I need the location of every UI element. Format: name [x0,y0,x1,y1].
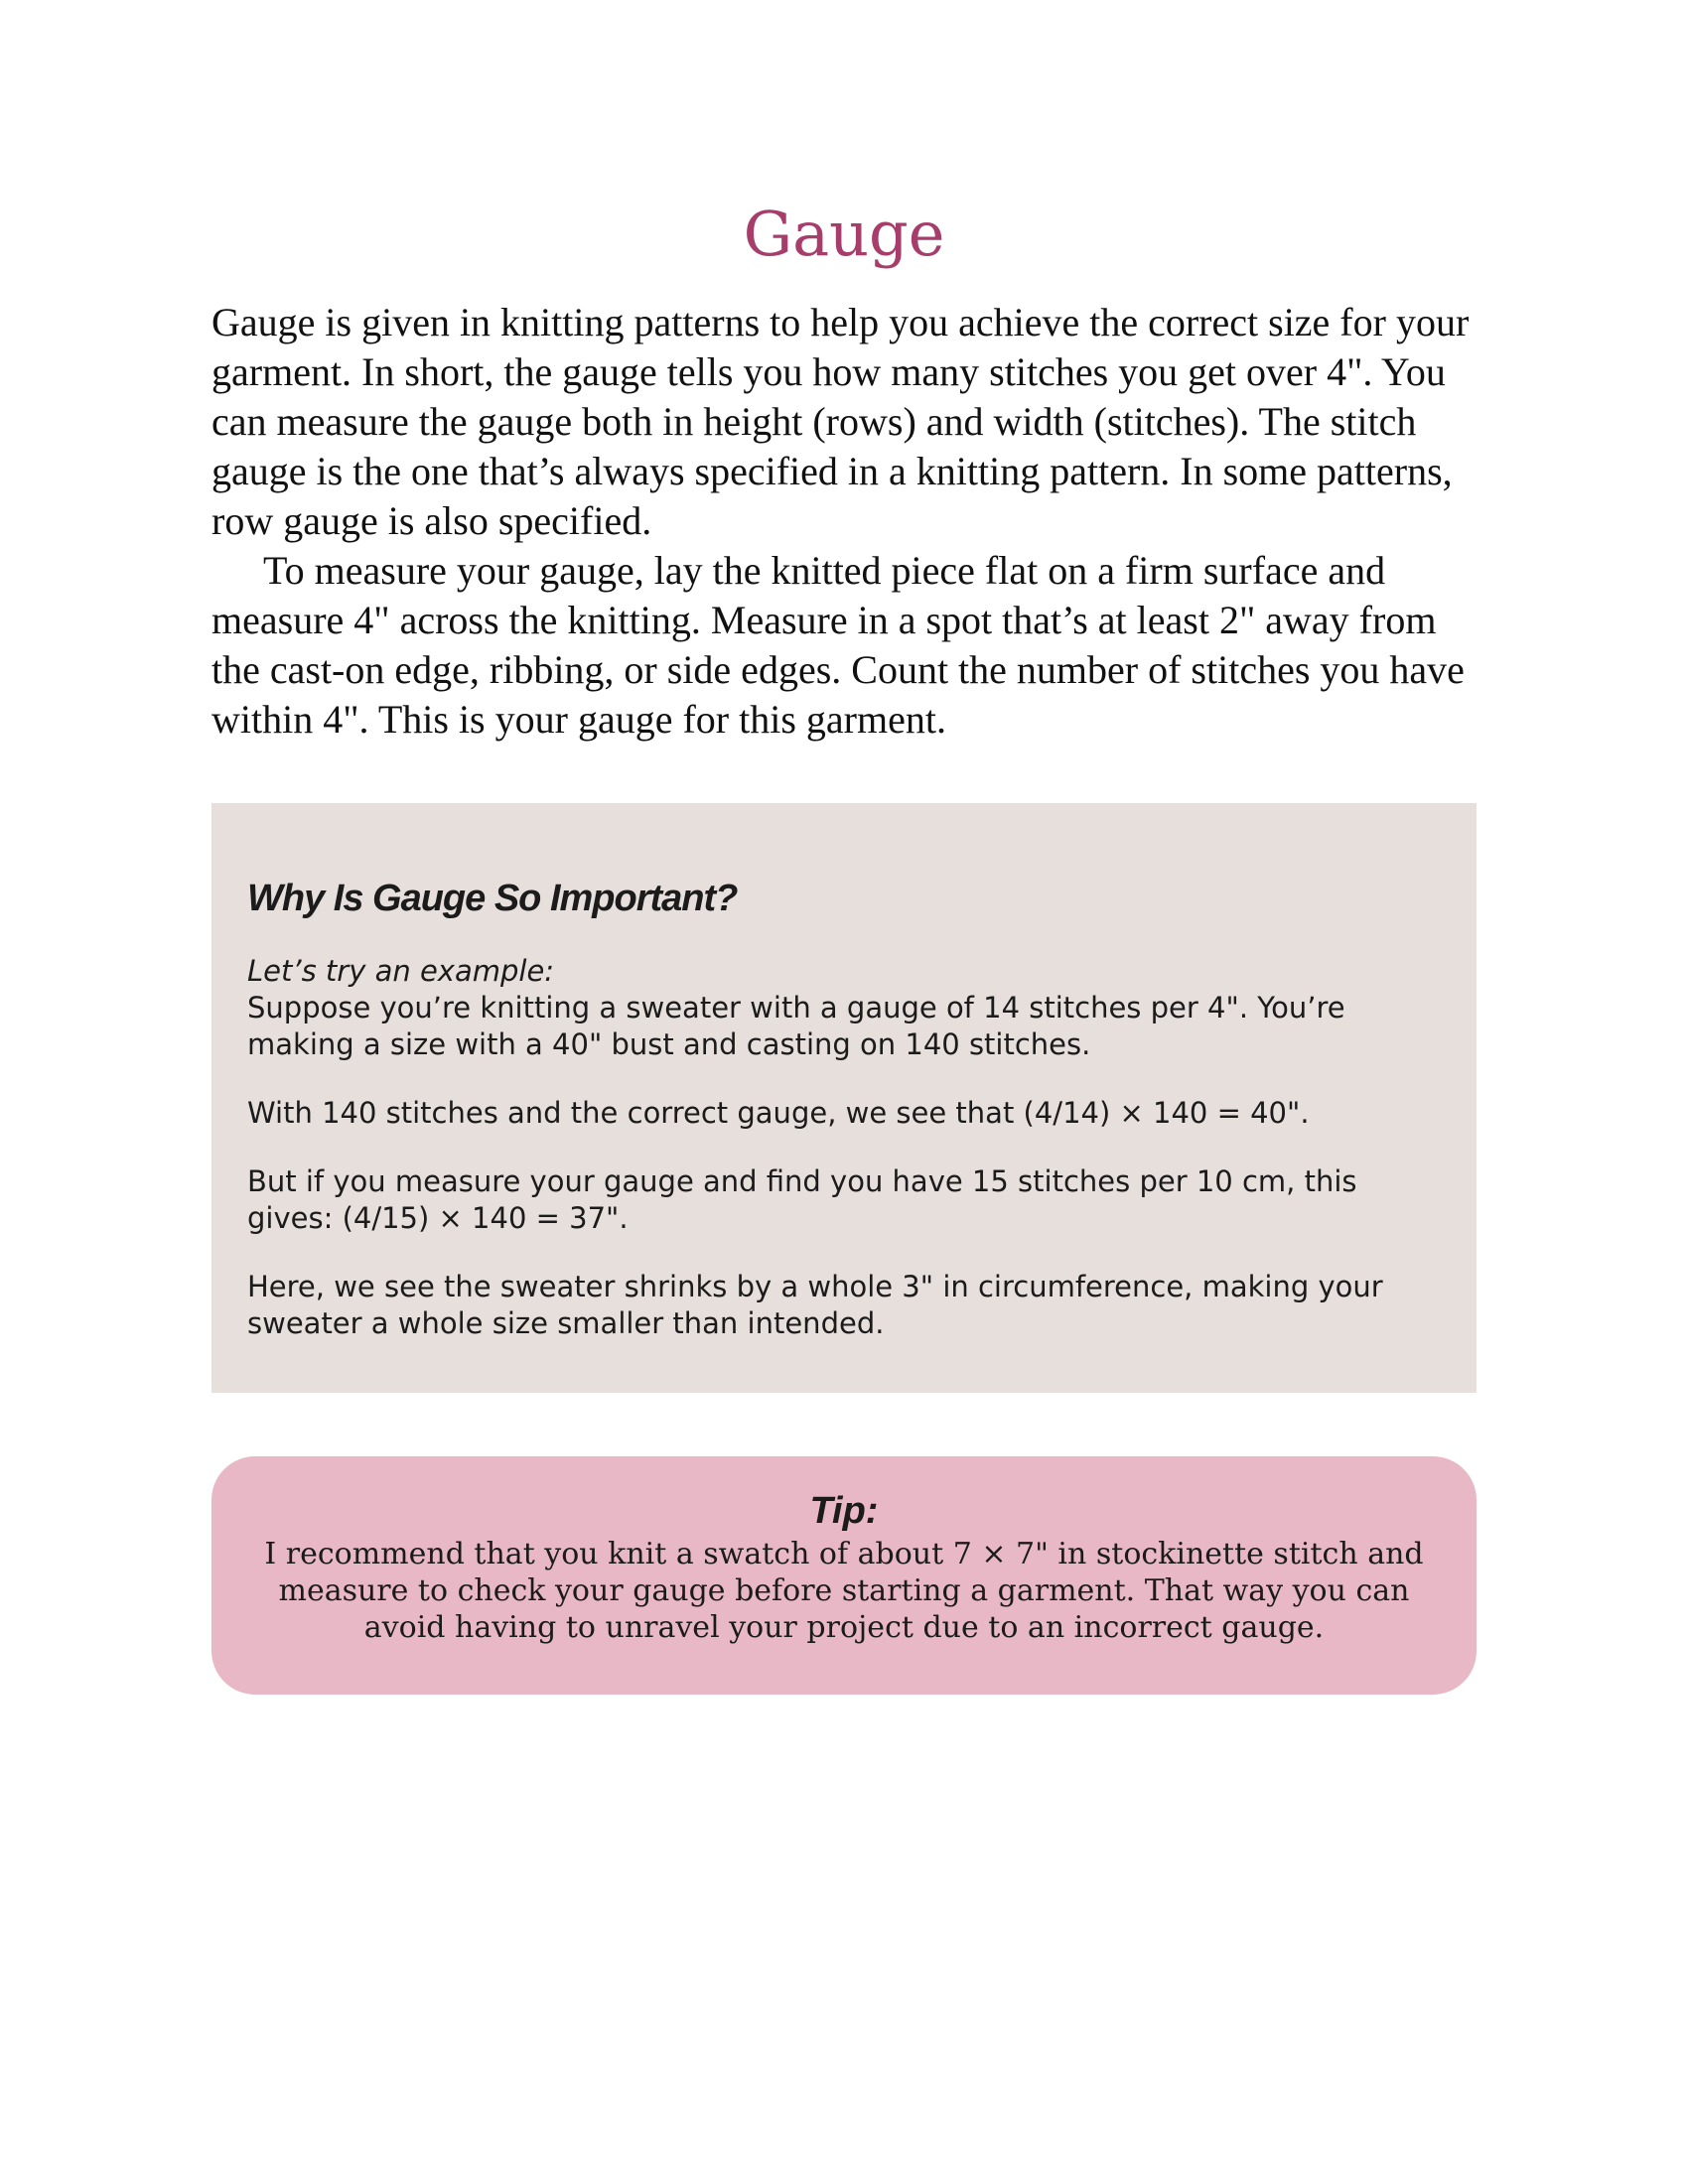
tip-heading: Tip: [809,1490,879,1532]
intro-text [211,298,1482,745]
page-title: Gauge [743,198,945,270]
example-paragraph: But if you measure your gauge and find you have 15 stitches per 10 cm, this gives: (4/15) × 140 = 37". [247,1164,1357,1235]
tip-box [211,1456,1477,1695]
example-paragraph: Suppose you’re knitting a sweater with a gauge of 14 stitches per 4". You’re making a size with a 40" bust and casting on 140 stitches. [247,991,1345,1061]
tip-text: I recommend that you knit a swatch of about 7 × 7" in stockinette stitch and measure to check your gauge before starting a garment. That way you can avoid having to unravel your project due to an incorrect gauge. [264,1537,1424,1645]
example-paragraph: With 140 stitches and the correct gauge, we see that (4/14) × 140 = 40". [247,1096,1310,1130]
example-paragraph: Here, we see the sweater shrinks by a whole 3" in circumference, making your sweater a whole size smaller than intended. [247,1270,1383,1340]
example-lead: Let’s try an example: [247,954,555,988]
example-sidebar [211,803,1477,1393]
example-heading: Why Is Gauge So Important? [247,878,738,919]
intro-paragraph: To measure your gauge, lay the knitted piece flat on a firm surface and measure 4" across the knitting. Measure in a spot that’s at least 2" away from the cast-on edge, ribbing, or side edges. Count the number of stitches you have within 4". This is your gauge for this garment. [211,548,1465,742]
intro-paragraph: Gauge is given in knitting patterns to help you achieve the correct size for your garment. In short, the gauge tells you how many stitches you get over 4". You can measure the gauge both in height (rows) and width (stitches). The stitch gauge is the one that’s always specified in a knitting pattern. In some patterns, row gauge is also specified. [211,300,1470,543]
